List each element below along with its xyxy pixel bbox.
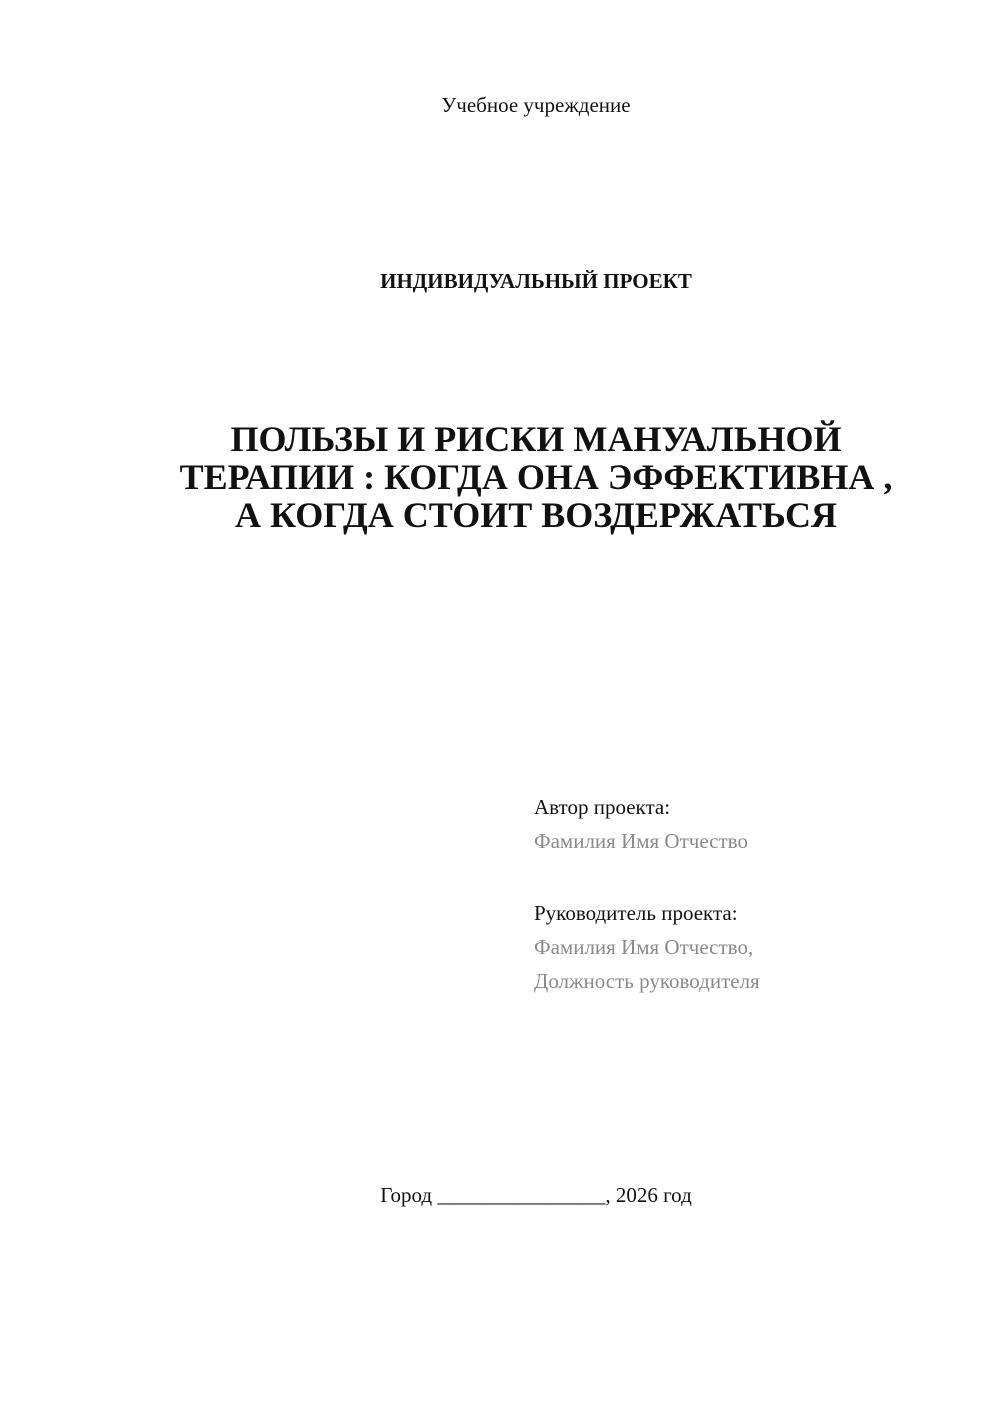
project-title <box>100 420 972 534</box>
supervisor-label: Руководитель проекта: <box>534 901 738 925</box>
document-type: ИНДИВИДУАЛЬНЫЙ ПРОЕКТ <box>380 269 692 293</box>
project-title-line-3: А КОГДА СТОИТ ВОЗДЕРЖАТЬСЯ <box>235 495 837 535</box>
project-title-line-1: ПОЛЬЗЫ И РИСКИ МАНУАЛЬНОЙ <box>230 419 842 459</box>
credits-spacer <box>534 858 760 896</box>
author-label: Автор проекта: <box>534 795 671 819</box>
city-and-year: Город ________________, 2026 год <box>380 1183 692 1207</box>
supervisor-position: Должность руководителя <box>534 969 760 993</box>
project-title-line-2: ТЕРАПИИ : КОГДА ОНА ЭФФЕКТИВНА , <box>179 457 893 497</box>
project-credits <box>534 790 760 998</box>
institution-name: Учебное учреждение <box>441 93 631 117</box>
supervisor-name: Фамилия Имя Отчество, <box>534 935 754 959</box>
author-name: Фамилия Имя Отчество <box>534 829 748 853</box>
